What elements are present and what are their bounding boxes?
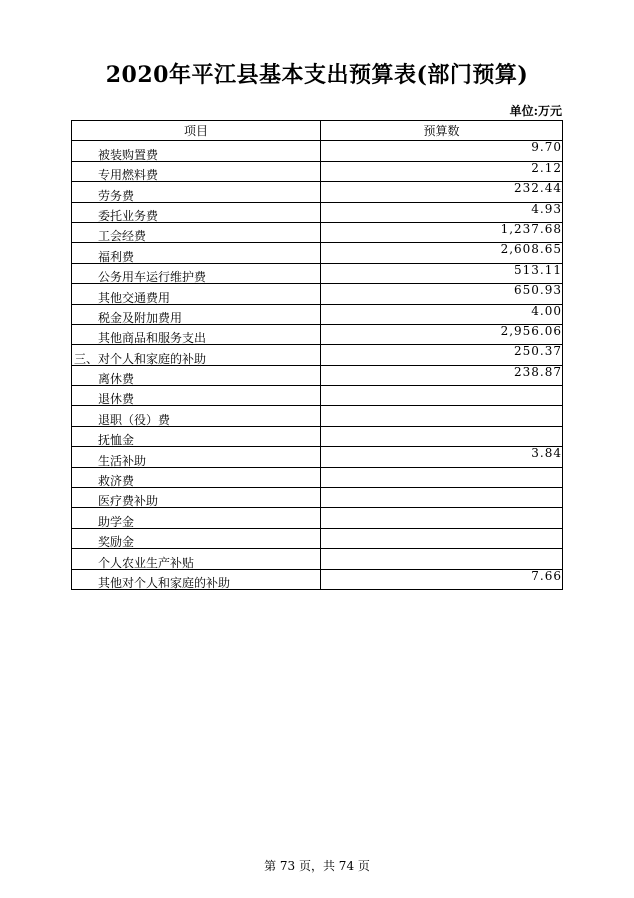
row-amount: 7.66 — [321, 569, 563, 589]
row-amount: 3.84 — [321, 447, 563, 467]
table-row — [72, 386, 563, 406]
row-amount — [321, 386, 563, 406]
table-row — [72, 426, 563, 446]
row-item-name: 被装购置费 — [72, 141, 321, 161]
table-row — [72, 161, 563, 181]
row-amount: 9.70 — [321, 141, 563, 161]
row-amount: 232.44 — [321, 182, 563, 202]
table-row — [72, 243, 563, 263]
table-row — [72, 467, 563, 487]
row-amount: 2.12 — [321, 161, 563, 181]
row-amount: 1,237.68 — [321, 222, 563, 242]
row-item-name: 其他对个人和家庭的补助 — [72, 569, 321, 589]
table-row — [72, 324, 563, 344]
table-row — [72, 406, 563, 426]
row-amount — [321, 528, 563, 548]
table-row — [72, 447, 563, 467]
row-item-name: 医疗费补助 — [72, 488, 321, 508]
row-item-name: 助学金 — [72, 508, 321, 528]
table-row — [72, 141, 563, 161]
column-header-amount: 预算数 — [321, 121, 563, 141]
row-amount — [321, 426, 563, 446]
row-item-name: 其他交通费用 — [72, 284, 321, 304]
table-header-row — [72, 121, 563, 141]
row-item-name: 福利费 — [72, 243, 321, 263]
table-row — [72, 263, 563, 283]
row-item-name: 救济费 — [72, 467, 321, 487]
row-item-name: 三、对个人和家庭的补助 — [72, 345, 321, 365]
row-amount: 4.00 — [321, 304, 563, 324]
table-row — [72, 202, 563, 222]
row-item-name: 工会经费 — [72, 222, 321, 242]
page-footer: 第 73 页，共 74 页 — [264, 859, 370, 873]
row-amount — [321, 406, 563, 426]
table-row — [72, 284, 563, 304]
row-amount: 2,608.65 — [321, 243, 563, 263]
table-row — [72, 345, 563, 365]
row-item-name: 委托业务费 — [72, 202, 321, 222]
table-row — [72, 528, 563, 548]
row-item-name: 奖励金 — [72, 528, 321, 548]
table-row — [72, 569, 563, 589]
row-amount — [321, 467, 563, 487]
row-item-name: 生活补助 — [72, 447, 321, 467]
row-item-name: 离休费 — [72, 365, 321, 385]
table-row — [72, 304, 563, 324]
row-item-name: 抚恤金 — [72, 426, 321, 446]
row-item-name: 税金及附加费用 — [72, 304, 321, 324]
table-row — [72, 508, 563, 528]
table-row — [72, 222, 563, 242]
row-item-name: 其他商品和服务支出 — [72, 324, 321, 344]
row-amount: 238.87 — [321, 365, 563, 385]
budget-table — [71, 120, 563, 590]
row-amount: 650.93 — [321, 284, 563, 304]
row-item-name: 退休费 — [72, 386, 321, 406]
row-item-name: 专用燃料费 — [72, 161, 321, 181]
row-amount: 4.93 — [321, 202, 563, 222]
row-amount: 2,956.06 — [321, 324, 563, 344]
row-item-name: 公务用车运行维护费 — [72, 263, 321, 283]
table-row — [72, 549, 563, 569]
row-item-name: 退职（役）费 — [72, 406, 321, 426]
row-amount: 513.11 — [321, 263, 563, 283]
table-row — [72, 488, 563, 508]
row-amount: 250.37 — [321, 345, 563, 365]
table-row — [72, 182, 563, 202]
row-amount — [321, 508, 563, 528]
row-item-name: 个人农业生产补贴 — [72, 549, 321, 569]
row-amount — [321, 549, 563, 569]
page-title: 2020年平江县基本支出预算表(部门预算) — [105, 62, 529, 88]
row-amount — [321, 488, 563, 508]
unit-label: 单位:万元 — [509, 104, 562, 118]
table-row — [72, 365, 563, 385]
row-item-name: 劳务费 — [72, 182, 321, 202]
column-header-item: 项目 — [72, 121, 321, 141]
